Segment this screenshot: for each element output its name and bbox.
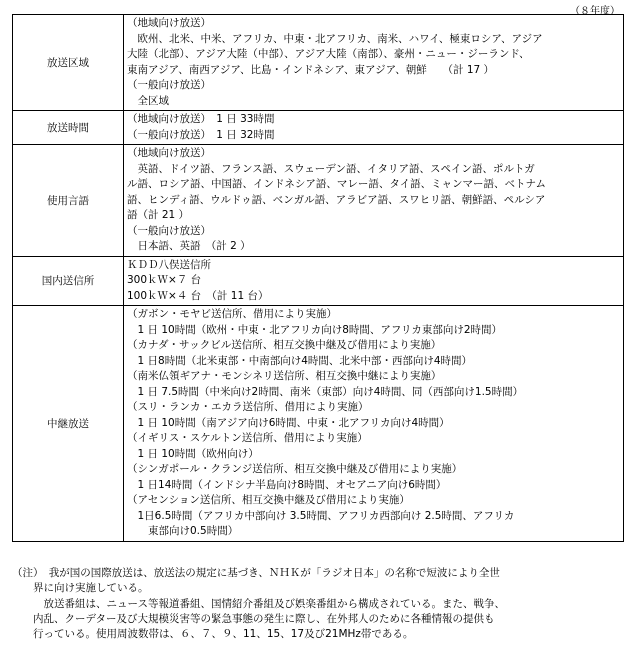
row-label: 放送時間: [13, 111, 124, 145]
note-line: 界に向け実施している。: [12, 582, 149, 595]
content-line: 英語、ドイツ語、フランス語、スウェーデン語、イタリア語、スペイン語、ポルトガ: [127, 162, 535, 175]
table-body: [13, 15, 624, 542]
row-label: 使用言語: [13, 145, 124, 257]
content-line: 100ｋＷ×４ 台 （計 11 台）: [127, 289, 269, 302]
content-line: 1 日 10時間（欧州・中東・北アフリカ向け8時間、アフリカ東部向け2時間）: [127, 323, 503, 336]
content-line: 1 日14時間（インドシナ半島向け8時間、オセアニア向け6時間）: [127, 478, 447, 491]
content-line: （シンガポール・クランジ送信所、相互交換中継及び借用により実施）: [127, 463, 463, 475]
content-line: 東部向け0.5時間）: [127, 525, 239, 537]
content-line: 大陸（北部）、アジア大陸（中部）、アジア大陸（南部）、豪州・ニュー・ジーランド、: [127, 48, 530, 60]
row-label: 放送区域: [13, 15, 124, 111]
note-line: 行っている。使用周波数帯は、６、７、９、11、15、17及び21MHz帯である。: [12, 628, 414, 641]
note-line: 内乱、クーデター及び大規模災害等の緊急事態の発生に際し、在外邦人のために各種情報の提供も: [12, 612, 495, 625]
content-line: （イギリス・スケルトン送信所、借用により実施）: [127, 432, 368, 444]
note-line: （注） 我が国の国際放送は、放送法の規定に基づき、ＮＨＫが「ラジオ日本」の名称で短波により全世: [12, 567, 500, 579]
row-content: [124, 145, 624, 257]
content-line: 語、ヒンディ語、ウルドゥ語、ベンガル語、アラビア語、スワヒリ語、朝鮮語、ペルシア: [127, 193, 546, 206]
table-row: [13, 15, 624, 111]
content-line: （地域向け放送）: [127, 17, 211, 29]
row-content: [124, 256, 624, 306]
content-line: （地域向け放送） 1 日 33時間: [127, 113, 275, 125]
content-line: 1 日 10時間（南アジア向け6時間、中東・北アフリカ向け4時間）: [127, 416, 450, 429]
content-line: （一般向け放送） 1 日 32時間: [127, 128, 275, 141]
row-label: 国内送信所: [13, 256, 124, 306]
content-line: （スリ・ランカ・エカラ送信所、借用により実施）: [127, 401, 369, 413]
content-line: （ガボン・モヤビ送信所、借用により実施）: [127, 308, 337, 320]
table-row: [13, 256, 624, 306]
content-line: （南米仏領ギアナ・モンシネリ送信所、相互交換中継により実施）: [127, 370, 442, 382]
content-line: 1 日 7.5時間（中米向け2時間、南米（東部）向け4時間、同（西部向け1.5時間）: [127, 385, 524, 398]
table-row: [13, 111, 624, 145]
content-line: 全区域: [127, 94, 169, 107]
row-label: 中継放送: [13, 306, 124, 542]
content-line: 300ｋＷ×７ 台: [127, 274, 202, 286]
broadcast-summary-table: [12, 14, 624, 542]
row-content: [124, 15, 624, 111]
content-line: （地域向け放送）: [127, 147, 211, 159]
table-row: [13, 145, 624, 257]
content-line: ＫＤＤ八俣送信所: [127, 258, 211, 271]
content-line: 語（計 21 ）: [127, 209, 190, 221]
notes-section: [12, 566, 624, 642]
content-line: 日本語、英語 （計 2 ）: [127, 240, 251, 252]
content-line: 1 日8時間（北米東部・中南部向け4時間、北米中部・西部向け4時間）: [127, 354, 473, 367]
note-line: 放送番組は、ニュース等報道番組、国情紹介番組及び娯楽番組から構成されている。また、戦争、: [12, 597, 505, 610]
fiscal-year-label: （８年度）: [570, 6, 620, 17]
content-line: ル語、ロシア語、中国語、インドネシア語、マレー語、タイ語、ミャンマー語、ベトナム: [127, 178, 546, 190]
content-line: （アセンション送信所、相互交換中継及び借用により実施）: [127, 494, 410, 506]
table-row: [13, 306, 624, 542]
content-line: （一般向け放送）: [127, 224, 211, 237]
row-content: [124, 111, 624, 145]
content-line: （カナダ・サックビル送信所、相互交換中継及び借用により実施）: [127, 339, 442, 351]
content-line: 欧州、北米、中米、アフリカ、中東・北アフリカ、南米、ハワイ、極東ロシア、アジア: [127, 32, 543, 45]
content-line: （一般向け放送）: [127, 79, 211, 91]
content-line: 1 日 10時間（欧州向け）: [127, 447, 259, 460]
content-line: 東南アジア、南西アジア、比島・インドネシア、東アジア、朝鮮 （計 17 ）: [127, 63, 495, 76]
content-line: 1日6.5時間（アフリカ中部向け 3.5時間、アフリカ西部向け 2.5時間、アフリカ: [127, 509, 515, 522]
row-content: [124, 306, 624, 542]
